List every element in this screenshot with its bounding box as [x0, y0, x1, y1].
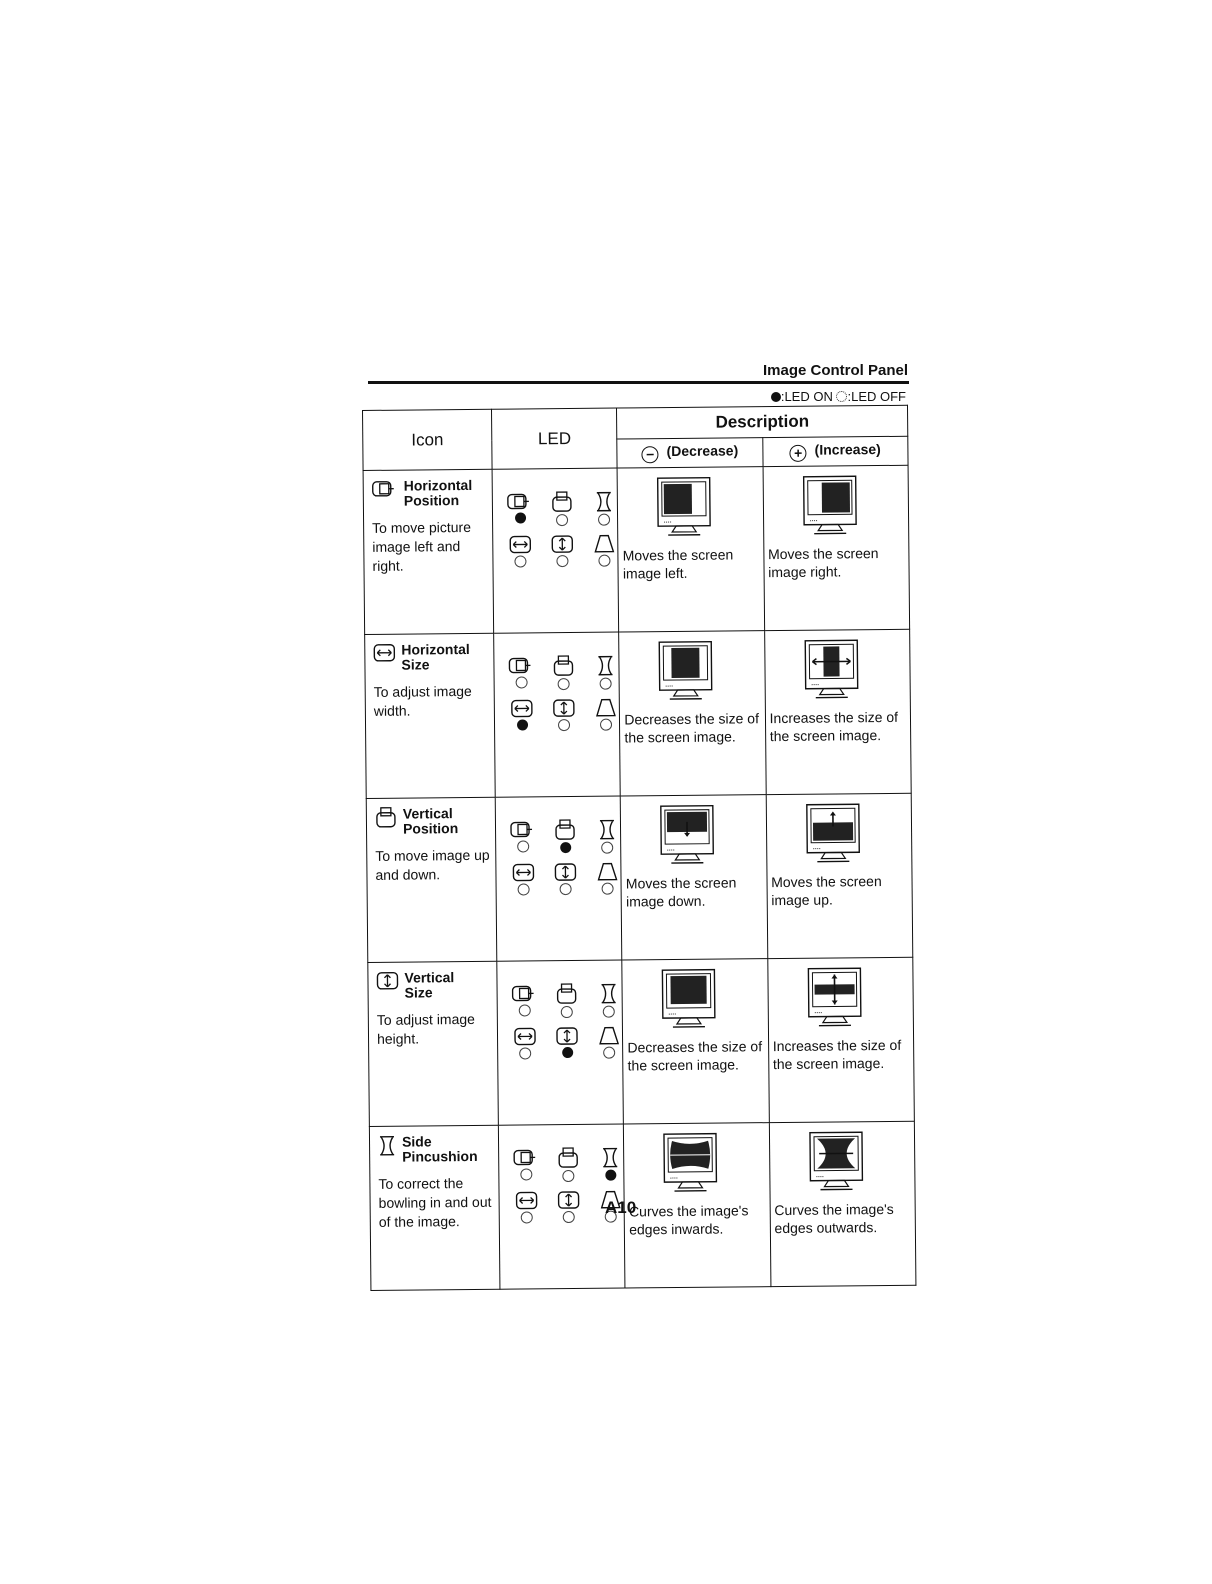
decrease-cell [624, 1123, 771, 1288]
control-description: To adjust image height. [376, 1010, 475, 1047]
horizontal-position-icon [502, 819, 544, 839]
vertical-position-icon [541, 491, 583, 513]
led-cell [497, 960, 624, 1125]
vertical-size-icon [376, 971, 404, 994]
increase-description: Increases the size of the screen image. [769, 708, 899, 745]
led-grid [499, 491, 618, 568]
decrease-description: Moves the screen image down. [625, 874, 737, 910]
led-item [585, 697, 627, 730]
led-item [499, 491, 541, 526]
control-title [372, 478, 488, 509]
decrease-description: Curves the image's edges inwards. [628, 1202, 749, 1238]
led-item [541, 491, 583, 526]
increase-description: Moves the screen image right. [767, 545, 879, 581]
control-cell [369, 1125, 500, 1290]
led-off-indicator [562, 1170, 574, 1182]
led-on-indicator [605, 1170, 616, 1181]
led-off-indicator [558, 719, 570, 731]
increase-cell [769, 1121, 916, 1286]
control-title-line2: Size [404, 984, 433, 1001]
led-item [545, 862, 587, 895]
led-on-indicator [562, 1047, 573, 1058]
control-title [373, 642, 489, 673]
col-header-increase [762, 436, 908, 466]
monitor-decrease-icon [660, 1131, 765, 1198]
led-off-indicator [600, 678, 612, 690]
plus-circle-icon: + [790, 445, 807, 462]
control-cell [365, 633, 496, 798]
led-off-indicator [599, 555, 611, 567]
led-grid [504, 983, 623, 1060]
led-grid [502, 819, 621, 896]
col-header-decrease [617, 438, 763, 468]
monitor-increase-icon [802, 802, 907, 869]
led-on-indicator [517, 719, 528, 730]
trapezoid-icon [585, 697, 627, 717]
decrease-cell [619, 631, 766, 796]
trapezoid-icon [587, 861, 629, 881]
horizontal-position-icon [372, 479, 404, 502]
horizontal-position-icon [504, 983, 546, 1003]
increase-description: Moves the screen image up. [771, 873, 882, 909]
side-pincushion-icon [589, 1146, 631, 1168]
side-pincushion-icon [585, 654, 627, 676]
led-off-indicator [519, 1004, 531, 1016]
side-pincushion-icon [583, 490, 625, 512]
horizontal-position-icon [501, 655, 543, 675]
led-item [504, 1026, 546, 1059]
control-title [376, 970, 492, 1001]
led-item [503, 862, 545, 895]
minus-circle-icon: − [642, 446, 659, 463]
table-row [363, 465, 910, 634]
control-title-line2: Position [402, 820, 459, 837]
control-cell [363, 469, 494, 634]
table-row [368, 957, 915, 1126]
led-legend [600, 389, 906, 404]
table-row [365, 629, 912, 798]
control-title [378, 1134, 494, 1165]
side-pincushion-icon [588, 982, 630, 1004]
led-item [548, 1190, 590, 1223]
vertical-position-icon [543, 655, 585, 677]
led-off-indicator [517, 840, 529, 852]
led-item [544, 819, 586, 854]
control-cell [366, 797, 497, 962]
led-off-indicator [602, 883, 614, 895]
control-description: To adjust image width. [373, 682, 472, 719]
control-title-line1: Horizontal [403, 476, 473, 494]
led-cell [492, 468, 619, 633]
increase-cell [763, 465, 910, 630]
led-off-indicator [558, 678, 570, 690]
led-off-indicator [603, 1006, 615, 1018]
control-description: To move picture image left and right. [372, 518, 472, 574]
led-item [586, 818, 628, 853]
increase-label: (Increase) [814, 441, 881, 458]
page-number: A10 [605, 1198, 637, 1217]
monitor-increase-icon [799, 474, 904, 541]
led-off-indicator [600, 719, 612, 731]
horizontal-size-icon [504, 1026, 546, 1046]
side-pincushion-icon [586, 818, 628, 840]
led-cell [495, 796, 622, 961]
increase-cell [764, 629, 911, 794]
led-item [501, 698, 543, 731]
col-header-led: LED [492, 408, 618, 469]
control-title-line1: Side [401, 1133, 432, 1150]
led-off-indicator [561, 1006, 573, 1018]
vertical-size-icon [545, 862, 587, 882]
led-on-icon [771, 392, 781, 402]
control-title-line2: Position [403, 492, 460, 509]
decrease-cell [622, 959, 769, 1124]
increase-description: Increases the size of the screen image. [772, 1036, 902, 1073]
horizontal-position-icon [505, 1147, 547, 1167]
led-off-indicator [521, 1211, 533, 1223]
led-off-indicator [560, 883, 572, 895]
led-item [541, 534, 583, 567]
table-row [369, 1121, 916, 1290]
image-control-table [362, 405, 916, 1291]
horizontal-size-icon [501, 698, 543, 718]
col-header-icon: Icon [363, 409, 493, 470]
led-item [583, 533, 625, 566]
led-off-icon [836, 391, 847, 402]
led-item [588, 982, 630, 1017]
led-off-indicator [520, 1168, 532, 1180]
legend-on-label: :LED ON [780, 389, 833, 404]
vertical-position-icon [547, 1147, 589, 1169]
led-off-indicator [598, 514, 610, 526]
decrease-description: Decreases the size of the screen image. [624, 710, 759, 746]
led-grid [501, 655, 620, 732]
monitor-decrease-icon [654, 475, 759, 542]
control-title-line1: Vertical [402, 805, 453, 822]
led-item [589, 1146, 631, 1181]
led-item [585, 654, 627, 689]
horizontal-position-icon [499, 491, 541, 511]
vertical-size-icon [541, 534, 583, 554]
side-pincushion-icon [378, 1135, 402, 1160]
led-off-indicator [518, 883, 530, 895]
monitor-decrease-icon [656, 639, 761, 706]
led-off-indicator [601, 842, 613, 854]
horizontal-size-icon [503, 862, 545, 882]
vertical-size-icon [548, 1190, 590, 1210]
increase-cell [767, 957, 914, 1122]
led-item [546, 983, 588, 1018]
control-title-line2: Pincushion [402, 1147, 478, 1165]
vertical-size-icon [546, 1026, 588, 1046]
led-off-indicator [556, 514, 568, 526]
led-item [587, 861, 629, 894]
monitor-decrease-icon [659, 967, 764, 1034]
control-title-line1: Vertical [404, 969, 455, 986]
led-off-indicator [557, 555, 569, 567]
trapezoid-icon [588, 1025, 630, 1045]
led-item [502, 819, 544, 854]
monitor-increase-icon [806, 1130, 911, 1197]
col-header-description: Description [617, 405, 908, 439]
horizontal-size-icon [506, 1190, 548, 1210]
control-description: To correct the bowling in and out of the image. [378, 1175, 492, 1230]
led-on-indicator [515, 512, 526, 523]
section-title: Image Control Panel [762, 362, 908, 379]
led-off-indicator [563, 1211, 575, 1223]
control-title [375, 806, 491, 837]
increase-description: Curves the image's edges outwards. [774, 1200, 894, 1237]
legend-off-label: :LED OFF [847, 389, 906, 404]
led-item [546, 1026, 588, 1059]
decrease-label: (Decrease) [666, 442, 739, 460]
table-row [366, 793, 913, 962]
title-rule [368, 381, 909, 384]
led-item [547, 1147, 589, 1182]
led-on-indicator [560, 842, 571, 853]
vertical-size-icon [543, 698, 585, 718]
led-item [499, 534, 541, 567]
vertical-position-icon [546, 983, 588, 1005]
monitor-decrease-icon [657, 803, 762, 870]
control-cell [368, 961, 499, 1126]
led-item [588, 1025, 630, 1058]
led-item [504, 983, 546, 1018]
decrease-description: Moves the screen image left. [622, 546, 734, 582]
led-item [543, 698, 585, 731]
horizontal-size-icon [373, 643, 401, 666]
led-off-indicator [516, 676, 528, 688]
decrease-cell [617, 467, 764, 632]
led-item [506, 1190, 548, 1223]
led-item [583, 490, 625, 525]
led-item [543, 655, 585, 690]
control-title-line1: Horizontal [401, 640, 470, 658]
vertical-position-icon [544, 819, 586, 841]
monitor-increase-icon [801, 638, 906, 705]
led-off-indicator [515, 555, 527, 567]
decrease-cell [621, 795, 768, 960]
trapezoid-icon [583, 533, 625, 553]
decrease-description: Decreases the size of the screen image. [627, 1038, 763, 1074]
led-off-indicator [603, 1047, 615, 1059]
led-item [501, 655, 543, 690]
control-title-line2: Size [401, 656, 430, 673]
horizontal-size-icon [499, 534, 541, 554]
monitor-increase-icon [804, 966, 909, 1033]
led-cell [494, 632, 621, 797]
control-description: To move image up and down. [375, 846, 490, 883]
vertical-position-icon [375, 807, 403, 832]
increase-cell [766, 793, 913, 958]
led-off-indicator [519, 1047, 531, 1059]
led-item [505, 1147, 547, 1182]
